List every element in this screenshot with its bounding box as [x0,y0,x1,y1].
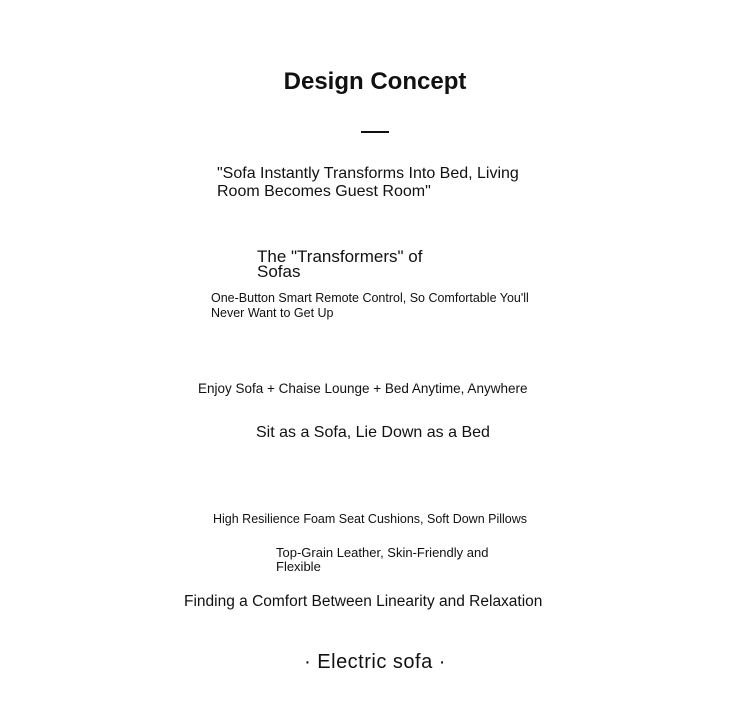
feature-foam-text: High Resilience Foam Seat Cushions, Soft Down Pillows [213,512,528,526]
page-title: Design Concept [283,68,467,95]
title-divider [361,131,389,133]
feature-leather-text: Top-Grain Leather, Skin-Friendly and Flexible [276,545,489,574]
footer-electric-sofa: · Electric sofa · [304,651,446,673]
feature-comfort-text: Finding a Comfort Between Linearity and Relaxation [184,593,543,610]
tagline-quote: "Sofa Instantly Transforms Into Bed, Living Room Becomes Guest Room" [217,165,519,200]
section-subheading-remote: One-Button Smart Remote Control, So Comfortable You'll Never Want to Get Up [211,291,529,320]
section-heading-transformers: The "Transformers" of Sofas [257,247,423,281]
feature-enjoy-text: Enjoy Sofa + Chaise Lounge + Bed Anytime, Anywhere [198,381,528,396]
feature-sit-text: Sit as a Sofa, Lie Down as a Bed [256,424,490,441]
